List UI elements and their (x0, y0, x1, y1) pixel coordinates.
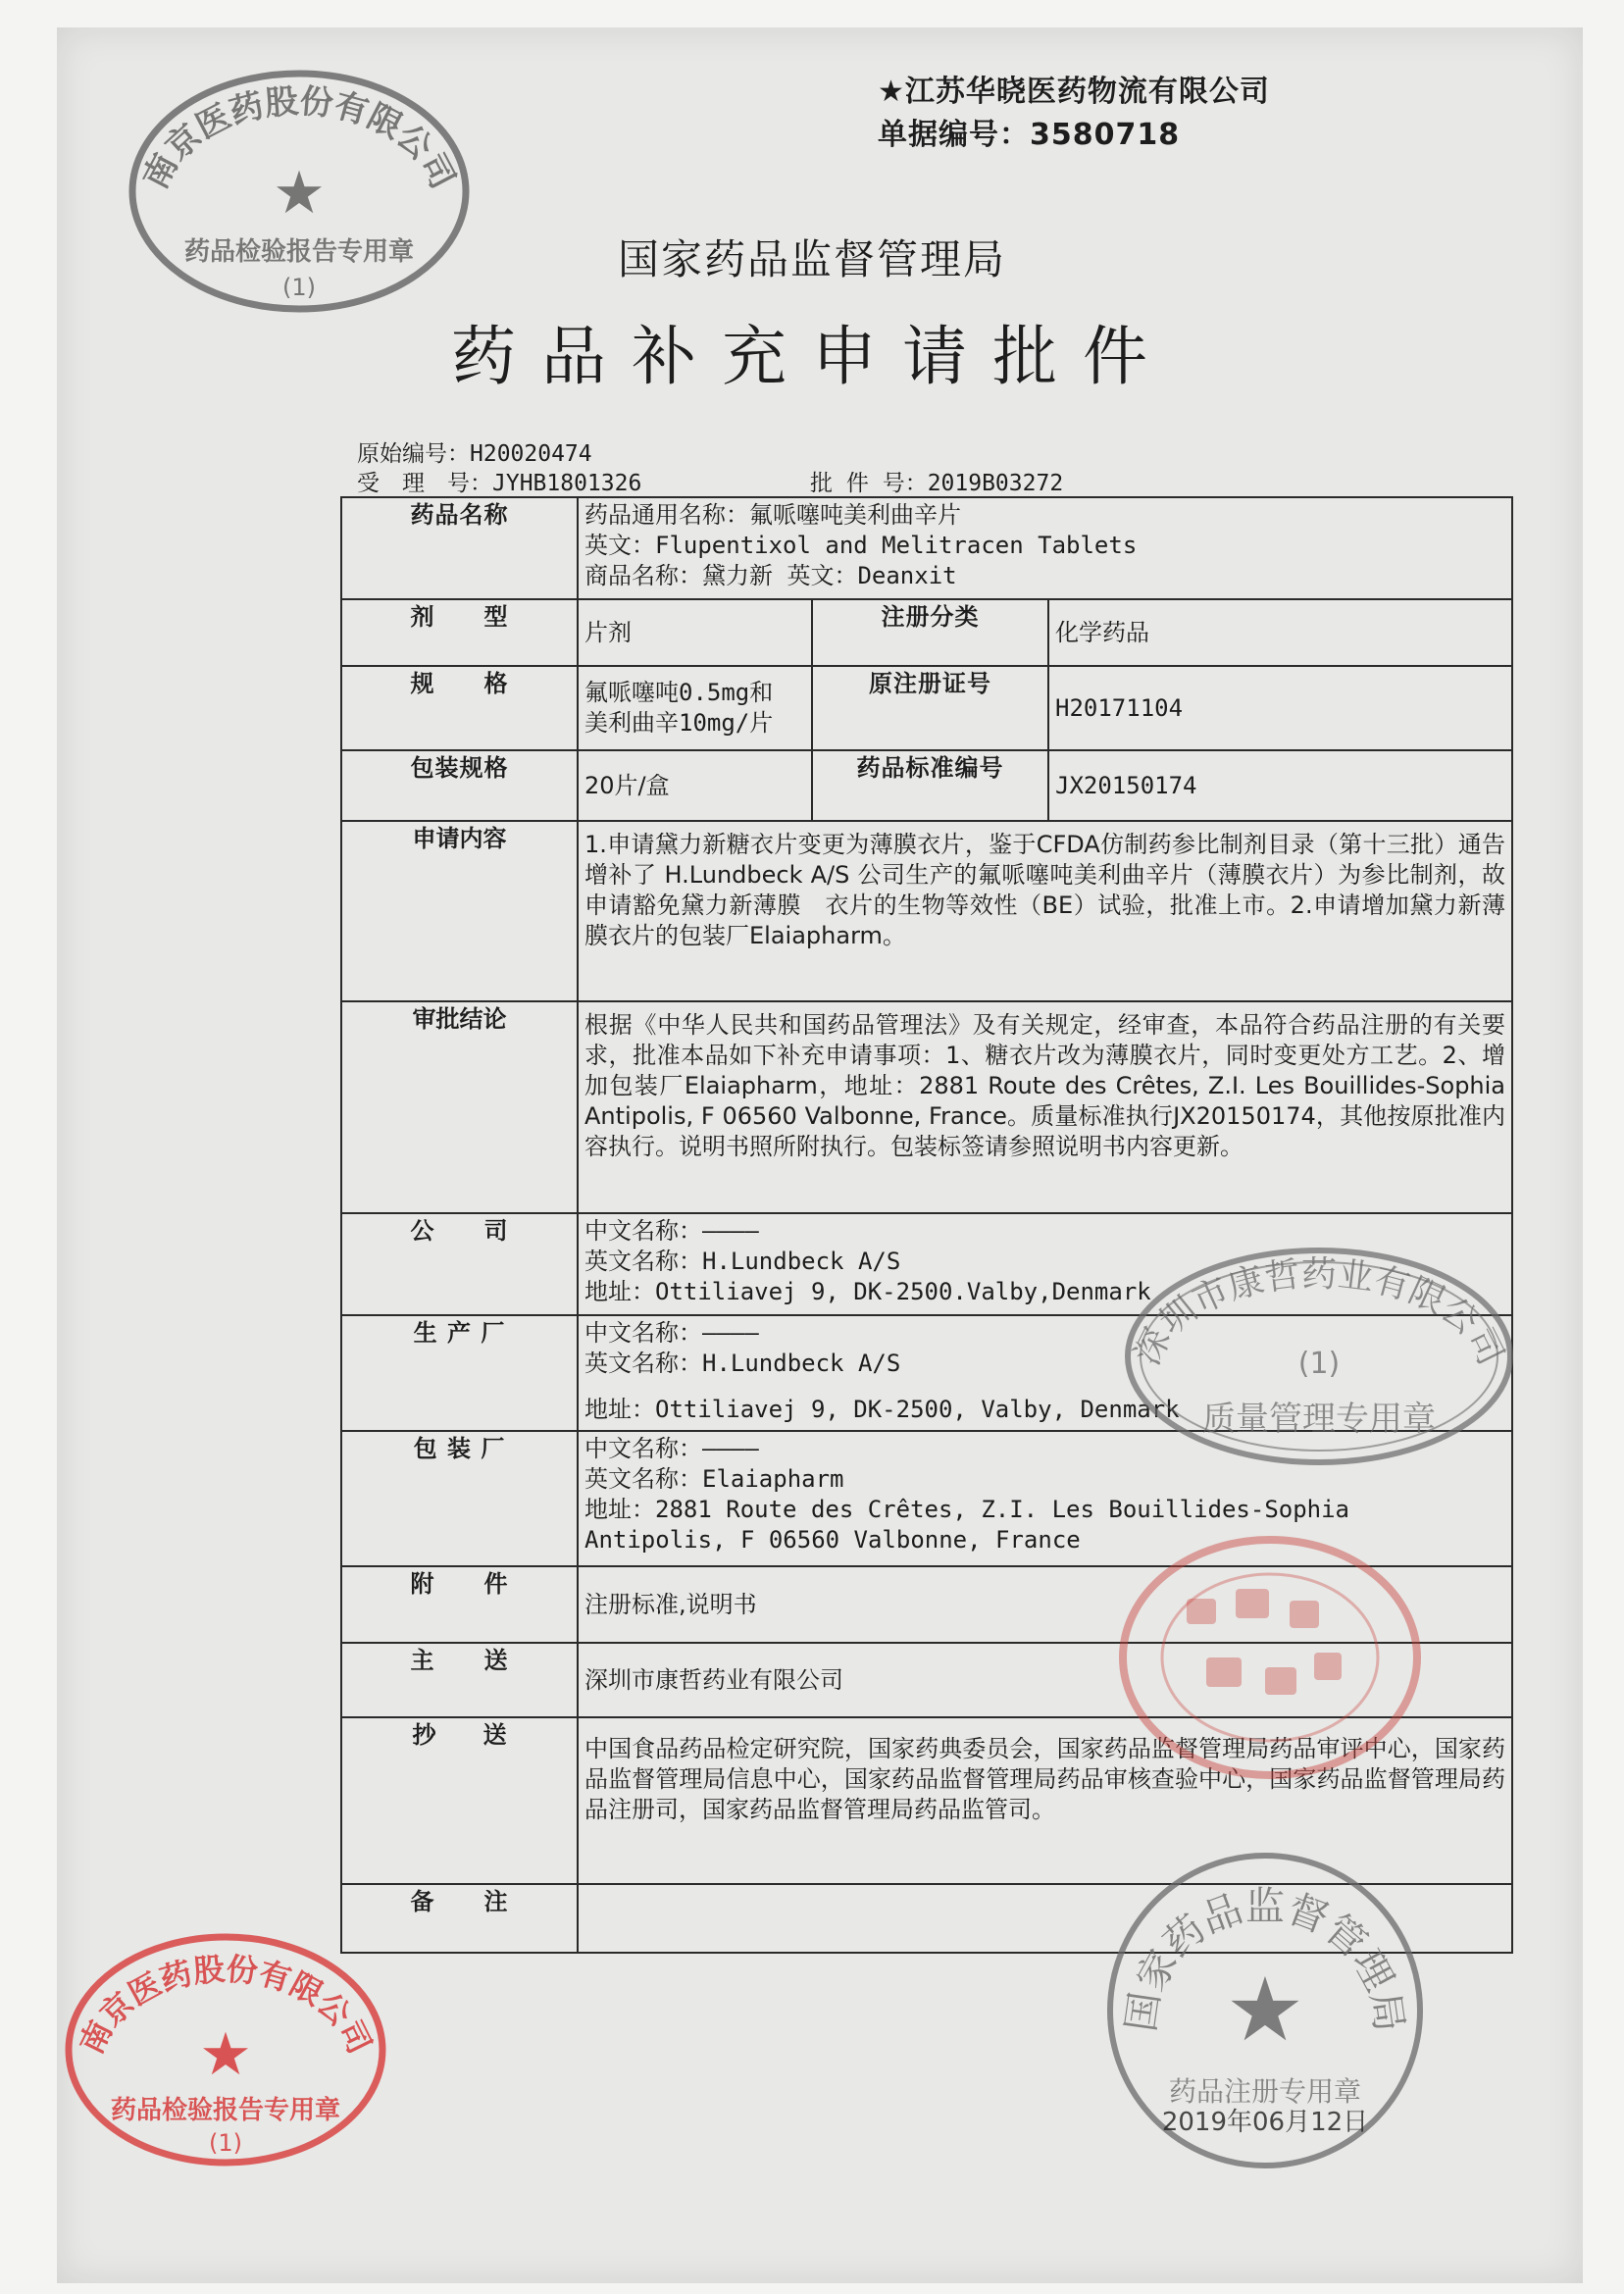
nmpa-date: 2019年06月12日 (1161, 2108, 1369, 2137)
packager-label: 包 装 厂 (341, 1431, 578, 1566)
manufacturer-label: 生 产 厂 (341, 1315, 578, 1431)
package-value: 20片/盒 (578, 750, 812, 821)
spec-line-1: 氟哌噻吨0.5mg和 (584, 679, 774, 706)
spec-value (578, 666, 812, 750)
spec-label: 规 格 (341, 666, 578, 750)
red-seal-texture-icon (1187, 1589, 1342, 1695)
nanjing-top-stamp (123, 64, 476, 319)
company-cn-name: 中文名称：———— (584, 1217, 759, 1245)
kangzhe-number: (1) (1297, 1347, 1341, 1381)
english-name: 英文：Flupentixol and Melitracen Tablets (584, 532, 1138, 559)
row-conclusion (341, 1001, 1512, 1213)
std-no-label: 药品标准编号 (812, 750, 1048, 821)
reg-category-label: 注册分类 (812, 599, 1048, 666)
row-dosage-form (341, 599, 1512, 666)
orig-reg-no-label: 原注册证号 (812, 666, 1048, 750)
send-to-value: 深圳市康哲药业有限公司 (578, 1643, 1512, 1717)
attachment-label: 附 件 (341, 1566, 578, 1643)
trade-name: 商品名称：黛力新 英文：Deanxit (584, 562, 957, 589)
kangzhe-inner-text: 质量管理专用章 (1202, 1400, 1436, 1439)
dosage-form-value: 片剂 (578, 599, 812, 666)
packager-en-name: 英文名称：Elaiapharm (584, 1465, 844, 1493)
company-label: 公 司 (341, 1213, 578, 1315)
dosage-form-label: 剂 型 (341, 599, 578, 666)
nmpa-registration-stamp (1098, 1844, 1432, 2177)
cc-content: 中国食品药品检定研究院，国家药典委员会，国家药品监督管理局药品审评中心，国家药品监督管理局信息中心，国家药品监督管理局药品审核查验中心，国家药品监督管理局药品注册司，国家药品监督管理局药品监管司。 (578, 1717, 1512, 1884)
application-label: 申请内容 (341, 821, 578, 1001)
nanjing-bottom-number: (1) (209, 2129, 242, 2157)
kangzhe-ring-text: 深圳市康哲药业有限公司 (1127, 1254, 1511, 1372)
row-drug-name (341, 497, 1512, 599)
nanjing-bottom-ring-text: 南京医药股份有限公司 (72, 1950, 380, 2060)
attachment-value: 注册标准,说明书 (578, 1566, 1512, 1643)
original-number: 原始编号：H20020474 (357, 441, 592, 467)
row-spec (341, 666, 1512, 750)
manufacturer-en-name: 英文名称：H.Lundbeck A/S (584, 1350, 901, 1377)
std-no-value: JX20150174 (1048, 750, 1512, 821)
send-to-label: 主 送 (341, 1643, 578, 1717)
nmpa-ring-text: 国家药品监督管理局 (1118, 1883, 1412, 2035)
package-label: 包装规格 (341, 750, 578, 821)
nmpa-star-icon: ★ (1225, 1959, 1305, 2062)
conclusion-label: 审批结论 (341, 1001, 578, 1213)
nanjing-bottom-stamp (59, 1927, 392, 2172)
manufacturer-address: 地址：Ottiliavej 9, DK-2500, Valby, Denmark (584, 1396, 1180, 1423)
approval-number: 批 件 号：2019B03272 (810, 471, 1064, 496)
row-package (341, 750, 1512, 821)
drug-name-value (578, 497, 1512, 599)
red-star-icon: ★ (199, 2020, 252, 2089)
conclusion-content: 根据《中华人民共和国药品管理法》及有关规定，经审查，本品符合药品注册的有关要求，批准本品如下补充申请事项：1、糖衣片改为薄膜衣片，同时变更处方工艺。2、增加包装厂Elaiapharm，地址：2881 Route des Crêtes, Z.I. Les Bouillides-Sophia Antipolis, F 06560 Valbonne, France。质量标准执行JX20150174，其他按原批准内容执行。说明书照所附执行。包装标签请参照说明书内容更新。 (578, 1001, 1512, 1213)
nanjing-top-ring-text: 南京医药股份有限公司 (135, 81, 463, 196)
company-header: ★江苏华晓医药物流有限公司 (878, 75, 1270, 109)
document-number: 单据编号：3580718 (878, 118, 1181, 152)
generic-name: 药品通用名称：氟哌噻吨美利曲辛片 (584, 501, 961, 529)
packager-cn-name: 中文名称：———— (584, 1435, 759, 1462)
nmpa-inner-text: 药品注册专用章 (1168, 2075, 1362, 2108)
kangzhe-quality-stamp (1118, 1244, 1520, 1469)
red-seal-stamp (1108, 1530, 1432, 1785)
nanjing-top-inner-text: 药品检验报告专用章 (183, 237, 415, 267)
star-icon: ★ (273, 159, 326, 228)
drug-name-label: 药品名称 (341, 497, 578, 599)
reg-category-value: 化学药品 (1048, 599, 1512, 666)
company-en-name: 英文名称：H.Lundbeck A/S (584, 1248, 901, 1275)
manufacturer-cn-name: 中文名称：———— (584, 1319, 759, 1347)
agency-name: 国家药品监督管理局 (617, 235, 1006, 283)
nanjing-top-number: (1) (282, 274, 316, 301)
acceptance-number: 受 理 号：JYHB1801326 (357, 471, 642, 496)
nanjing-bottom-inner-text: 药品检验报告专用章 (110, 2096, 341, 2125)
company-address: 地址：Ottiliavej 9, DK-2500.Valby,Denmark (584, 1278, 1151, 1305)
row-application (341, 821, 1512, 1001)
orig-reg-no-value: H20171104 (1048, 666, 1512, 750)
remarks-label: 备 注 (341, 1884, 578, 1953)
spec-line-2: 美利曲辛10mg/片 (584, 709, 774, 737)
document-title: 药品补充申请批件 (451, 319, 1173, 394)
application-content: 1.申请黛力新糖衣片变更为薄膜衣片，鉴于CFDA仿制药参比制剂目录（第十三批）通告增补了 H.Lundbeck A/S 公司生产的氟哌噻吨美利曲辛片（薄膜衣片）为参比制剂，故申请豁免黛力新薄膜 衣片的生物等效性（BE）试验，批准上市。2.申请增加黛力新薄膜衣片的包装厂Elaiapharm。 (578, 821, 1512, 1001)
cc-label: 抄 送 (341, 1717, 578, 1884)
packager-address-2: Antipolis, F 06560 Valbonne, France (584, 1526, 1081, 1554)
packager-address-1: 地址：2881 Route des Crêtes, Z.I. Les Bouillides-Sophia (584, 1496, 1350, 1523)
